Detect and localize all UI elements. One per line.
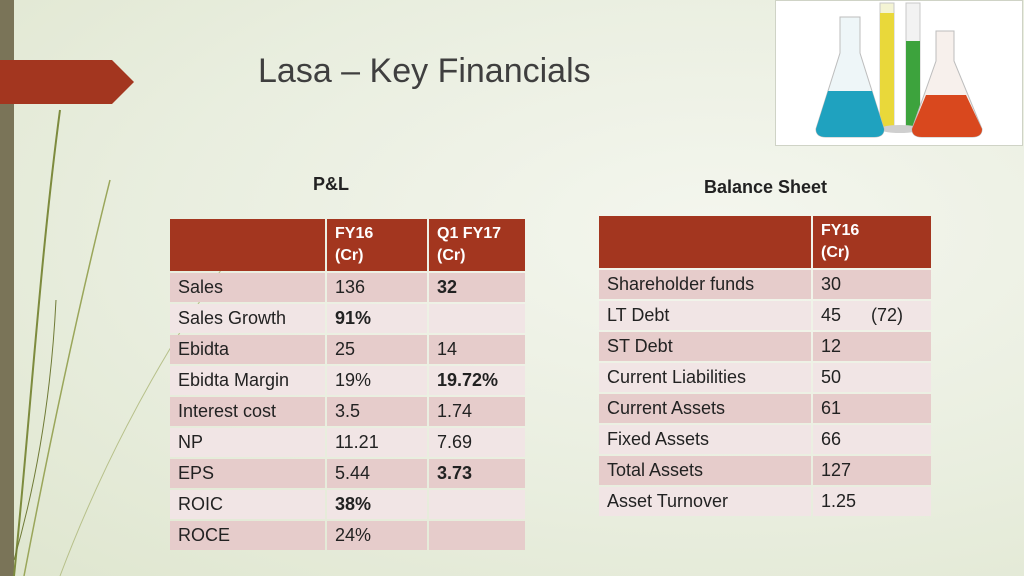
q1fy17-value: 7.69	[429, 428, 525, 457]
laboratory-flasks-photo	[775, 0, 1023, 146]
bs-header-fy16-label: FY16 (Cr)	[821, 222, 860, 261]
row-label: ROIC	[170, 490, 325, 519]
row-label: ST Debt	[599, 332, 811, 361]
fy16-value: 45 (72)	[813, 301, 931, 330]
bs-header-row	[599, 216, 931, 268]
fy16-value: 25	[327, 335, 427, 364]
table-row	[170, 335, 525, 364]
fy16-value: 19%	[327, 366, 427, 395]
q1fy17-value: 3.73	[429, 459, 525, 488]
table-row	[599, 456, 931, 485]
pl-header-row	[170, 219, 525, 271]
row-label: Current Assets	[599, 394, 811, 423]
fy16-value: 127	[813, 456, 931, 485]
fy16-value: 24%	[327, 521, 427, 550]
fy16-value: 66	[813, 425, 931, 454]
pl-table	[168, 217, 527, 552]
table-row	[599, 270, 931, 299]
pl-header-q1fy17-label: Q1 FY17 (Cr)	[437, 225, 502, 264]
fy16-value: 3.5	[327, 397, 427, 426]
pl-heading: P&L	[313, 174, 349, 194]
row-label: NP	[170, 428, 325, 457]
table-row	[170, 428, 525, 457]
table-row	[599, 425, 931, 454]
table-row	[599, 363, 931, 392]
bs-header-blank	[599, 216, 811, 268]
fy16-value: 12	[813, 332, 931, 361]
q1fy17-value: 19.72%	[429, 366, 525, 395]
pl-header-q1fy17	[429, 219, 525, 271]
row-label: Sales Growth	[170, 304, 325, 333]
bs-header-fy16	[813, 216, 931, 268]
row-label: Interest cost	[170, 397, 325, 426]
row-label: EPS	[170, 459, 325, 488]
pl-header-fy16-label: FY16 (Cr)	[335, 225, 374, 264]
row-label: Ebidta Margin	[170, 366, 325, 395]
fy16-value: 38%	[327, 490, 427, 519]
fy16-value: 136	[327, 273, 427, 302]
balance-sheet-table	[597, 214, 933, 518]
row-label: Shareholder funds	[599, 270, 811, 299]
row-label: Current Liabilities	[599, 363, 811, 392]
fy16-value: 61	[813, 394, 931, 423]
table-row	[599, 394, 931, 423]
table-row	[599, 332, 931, 361]
q1fy17-value	[429, 521, 525, 550]
table-row	[170, 273, 525, 302]
q1fy17-value: 14	[429, 335, 525, 364]
row-label: Fixed Assets	[599, 425, 811, 454]
q1fy17-value	[429, 304, 525, 333]
row-label: LT Debt	[599, 301, 811, 330]
row-label: Ebidta	[170, 335, 325, 364]
slide-title: Lasa – Key Financials	[258, 52, 591, 90]
fy16-value: 5.44	[327, 459, 427, 488]
q1fy17-value: 1.74	[429, 397, 525, 426]
table-row	[170, 459, 525, 488]
row-label: Sales	[170, 273, 325, 302]
row-label: Asset Turnover	[599, 487, 811, 516]
row-label: Total Assets	[599, 456, 811, 485]
fy16-value: 11.21	[327, 428, 427, 457]
fy16-value: 50	[813, 363, 931, 392]
q1fy17-value: 32	[429, 273, 525, 302]
table-row	[599, 487, 931, 516]
fy16-value: 91%	[327, 304, 427, 333]
title-accent-arrow	[0, 60, 136, 104]
table-row	[170, 397, 525, 426]
fy16-value: 1.25	[813, 487, 931, 516]
table-row	[170, 366, 525, 395]
pl-header-fy16	[327, 219, 427, 271]
balance-sheet-heading: Balance Sheet	[704, 177, 828, 197]
q1fy17-value	[429, 490, 525, 519]
row-label: ROCE	[170, 521, 325, 550]
pl-header-blank	[170, 219, 325, 271]
table-row	[170, 490, 525, 519]
table-row	[170, 304, 525, 333]
table-row	[599, 301, 931, 330]
fy16-value: 30	[813, 270, 931, 299]
table-row	[170, 521, 525, 550]
